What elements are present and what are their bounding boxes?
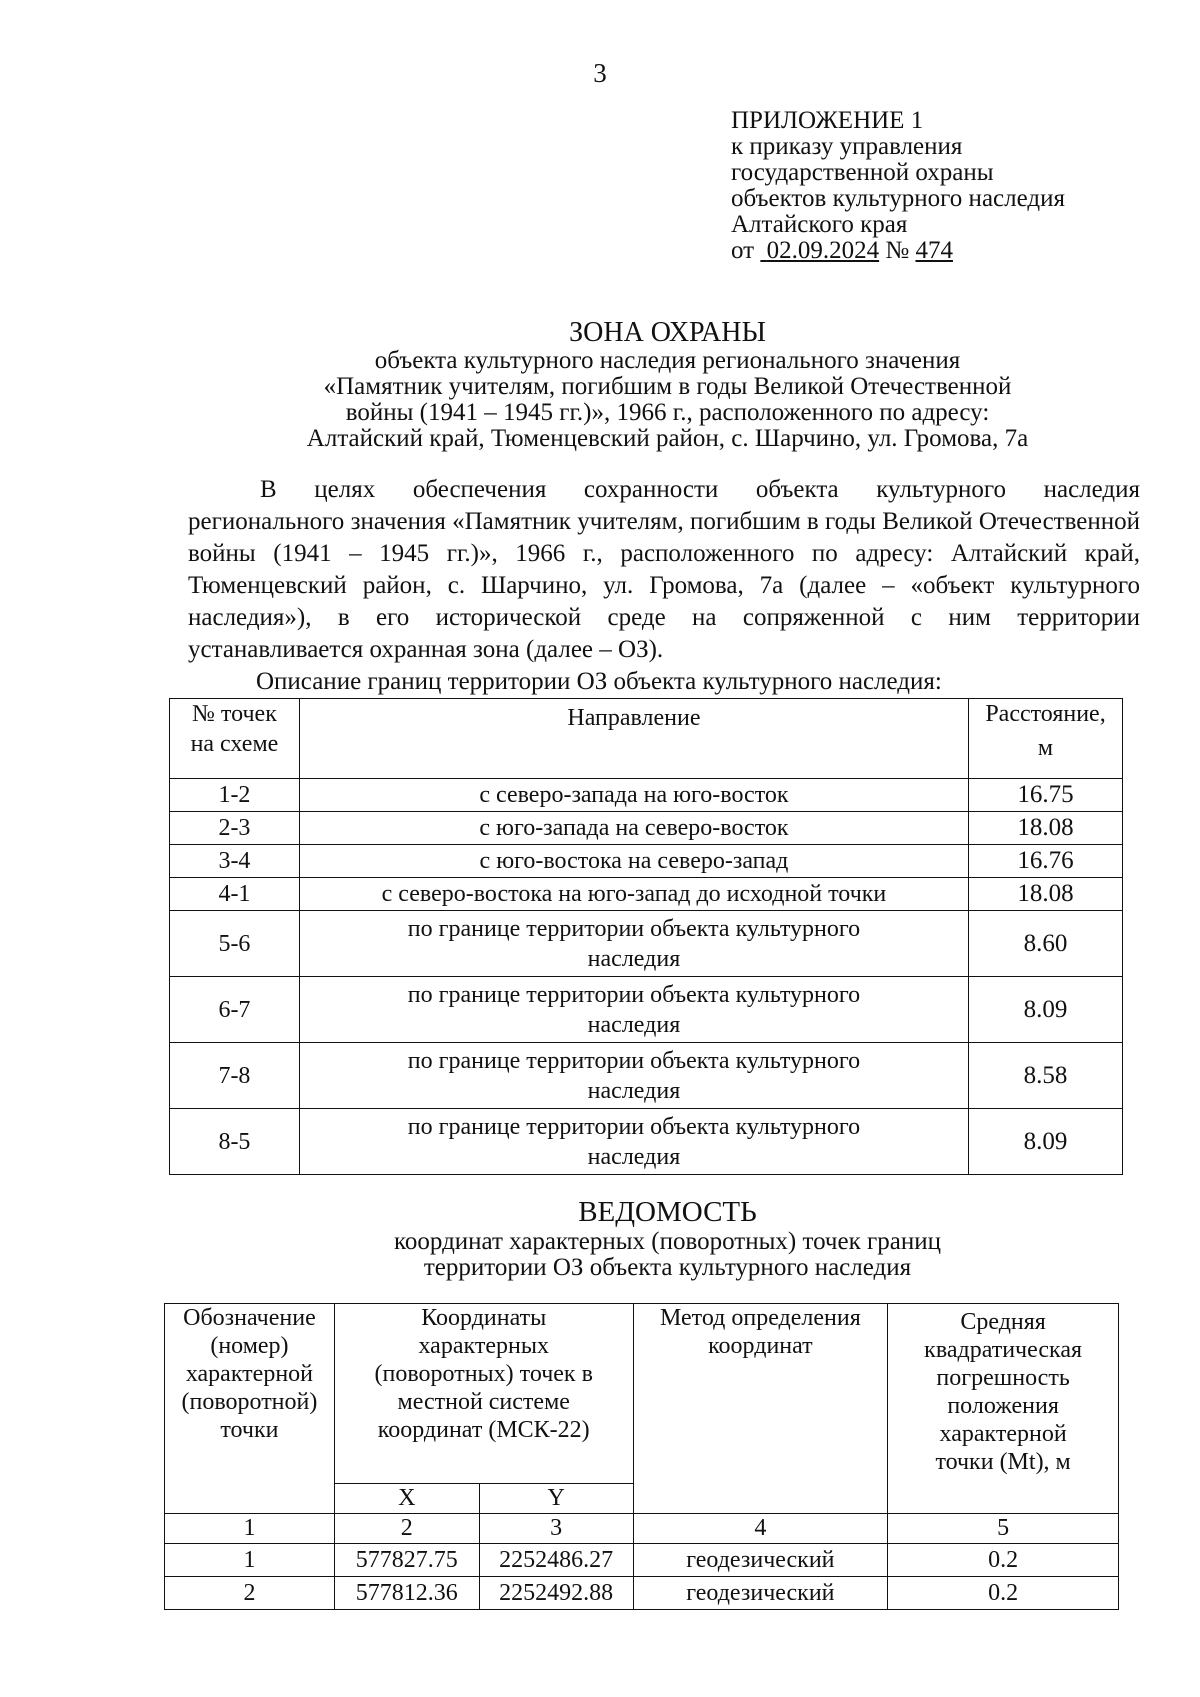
boundary-table	[169, 698, 1123, 1175]
y-cell: 2252486.27	[479, 1544, 633, 1577]
table-row	[165, 1577, 1119, 1610]
header-direction: Направление	[299, 699, 968, 779]
table-header-row	[165, 1304, 1119, 1484]
points-cell: 1-2	[170, 779, 300, 812]
column-number: 1	[165, 1514, 335, 1544]
zone-line: войны (1941 – 1945 гг.)», 1966 г., расположенного по адресу:	[345, 399, 990, 426]
header-designation: Обозначение (номер) характерной (поворотной) точки	[165, 1304, 335, 1514]
points-cell: 8-5	[170, 1109, 300, 1175]
table-row	[170, 812, 1123, 845]
zone-line: «Памятник учителям, погибшим в годы Великой Отечественной	[323, 373, 1012, 400]
point-cell: 2	[165, 1577, 335, 1610]
appendix-line: к приказу управления	[731, 133, 963, 160]
appendix-line: Алтайского края	[731, 211, 908, 238]
order-number: 474	[915, 237, 953, 264]
zone-line: объекта культурного наследия регионального значения	[374, 347, 961, 374]
distance-cell: 8.60	[969, 911, 1123, 977]
x-cell: 577827.75	[334, 1544, 479, 1577]
header-points: № точек на схеме	[170, 699, 300, 779]
points-cell: 7-8	[170, 1043, 300, 1109]
y-cell: 2252492.88	[479, 1577, 633, 1610]
distance-cell: 8.09	[969, 1109, 1123, 1175]
error-cell: 0.2	[888, 1544, 1119, 1577]
appendix-title: ПРИЛОЖЕНИЕ 1	[731, 107, 924, 134]
direction-cell: с северо-запада на юго-восток	[299, 779, 968, 812]
header-x: X	[334, 1484, 479, 1514]
paragraph-text: регионального значения «Памятник учителям, погибшим в годы Великой Отечественной войны (1941 – 1945 гг.)», 1966 г., расположенного по адресу: Алтайский край, Тюменцевский район, с. Шарчино, ул. Громова, 7а (далее – «объект культурного наследия»), в его исторической среде на сопряженной с ним территории устанавливается охранная зона (далее – ОЗ).	[188, 508, 1140, 663]
appendix-date-line	[731, 238, 1065, 264]
zone-heading	[150, 318, 1185, 452]
table-row	[170, 911, 1123, 977]
column-number-row	[165, 1514, 1119, 1544]
date-prefix: от	[731, 237, 755, 264]
direction-cell: по границе территории объекта культурного наследия	[299, 911, 968, 977]
column-number: 5	[888, 1514, 1119, 1544]
vedomost-title: ВЕДОМОСТЬ	[578, 1196, 757, 1228]
error-cell: 0.2	[888, 1577, 1119, 1610]
appendix-block	[731, 108, 1065, 264]
zone-title: ЗОНА ОХРАНЫ	[569, 317, 766, 348]
coordinates-table	[164, 1303, 1119, 1610]
points-cell: 5-6	[170, 911, 300, 977]
points-cell: 3-4	[170, 845, 300, 878]
method-cell: геодезический	[633, 1577, 888, 1610]
table-row	[170, 878, 1123, 911]
page-number: 3	[593, 58, 607, 88]
order-date: 02.09.2024	[766, 237, 880, 264]
table-header-row	[170, 699, 1123, 779]
header-method: Метод определения координат	[633, 1304, 888, 1514]
direction-cell: по границе территории объекта культурного наследия	[299, 1109, 968, 1175]
header-y: Y	[479, 1484, 633, 1514]
table-row	[170, 845, 1123, 878]
boundary-caption: Описание границ территории ОЗ объекта культурного наследия:	[256, 668, 942, 695]
vedomost-line: координат характерных (поворотных) точек границ	[394, 1228, 941, 1255]
paragraph-first-line: В целях обеспечения сохранности объекта культурного наследия	[260, 476, 1140, 503]
direction-cell: с северо-востока на юго-запад до исходной точки	[299, 878, 968, 911]
header-coordinates: Координаты характерных (поворотных) точек в местной системе координат (МСК-22)	[334, 1304, 633, 1484]
header-error: Средняя квадратическая погрешность положения характерной точки (Mt), м	[888, 1304, 1119, 1514]
appendix-line: объектов культурного наследия	[731, 185, 1065, 212]
method-cell: геодезический	[633, 1544, 888, 1577]
number-prefix: №	[885, 237, 910, 264]
distance-cell: 18.08	[969, 812, 1123, 845]
direction-cell: с юго-запада на северо-восток	[299, 812, 968, 845]
zone-line: Алтайский край, Тюменцевский район, с. Шарчино, ул. Громова, 7а	[306, 425, 1029, 452]
vedomost-heading	[150, 1195, 1185, 1281]
vedomost-line: территории ОЗ объекта культурного наследия	[423, 1254, 912, 1281]
point-cell: 1	[165, 1544, 335, 1577]
direction-cell: по границе территории объекта культурного наследия	[299, 1043, 968, 1109]
points-cell: 6-7	[170, 977, 300, 1043]
direction-cell: с юго-востока на северо-запад	[299, 845, 968, 878]
distance-cell: 16.76	[969, 845, 1123, 878]
table-row	[170, 1043, 1123, 1109]
points-cell: 4-1	[170, 878, 300, 911]
appendix-line: государственной охраны	[731, 159, 994, 186]
direction-cell: по границе территории объекта культурного наследия	[299, 977, 968, 1043]
column-number: 4	[633, 1514, 888, 1544]
distance-cell: 8.09	[969, 977, 1123, 1043]
column-number: 3	[479, 1514, 633, 1544]
main-paragraph	[188, 474, 1140, 666]
x-cell: 577812.36	[334, 1577, 479, 1610]
table-row	[165, 1544, 1119, 1577]
table-row	[170, 977, 1123, 1043]
table-row	[170, 779, 1123, 812]
header-distance: Расстояние, м	[969, 699, 1123, 779]
distance-cell: 16.75	[969, 779, 1123, 812]
distance-cell: 18.08	[969, 878, 1123, 911]
table-row	[170, 1109, 1123, 1175]
points-cell: 2-3	[170, 812, 300, 845]
column-number: 2	[334, 1514, 479, 1544]
distance-cell: 8.58	[969, 1043, 1123, 1109]
